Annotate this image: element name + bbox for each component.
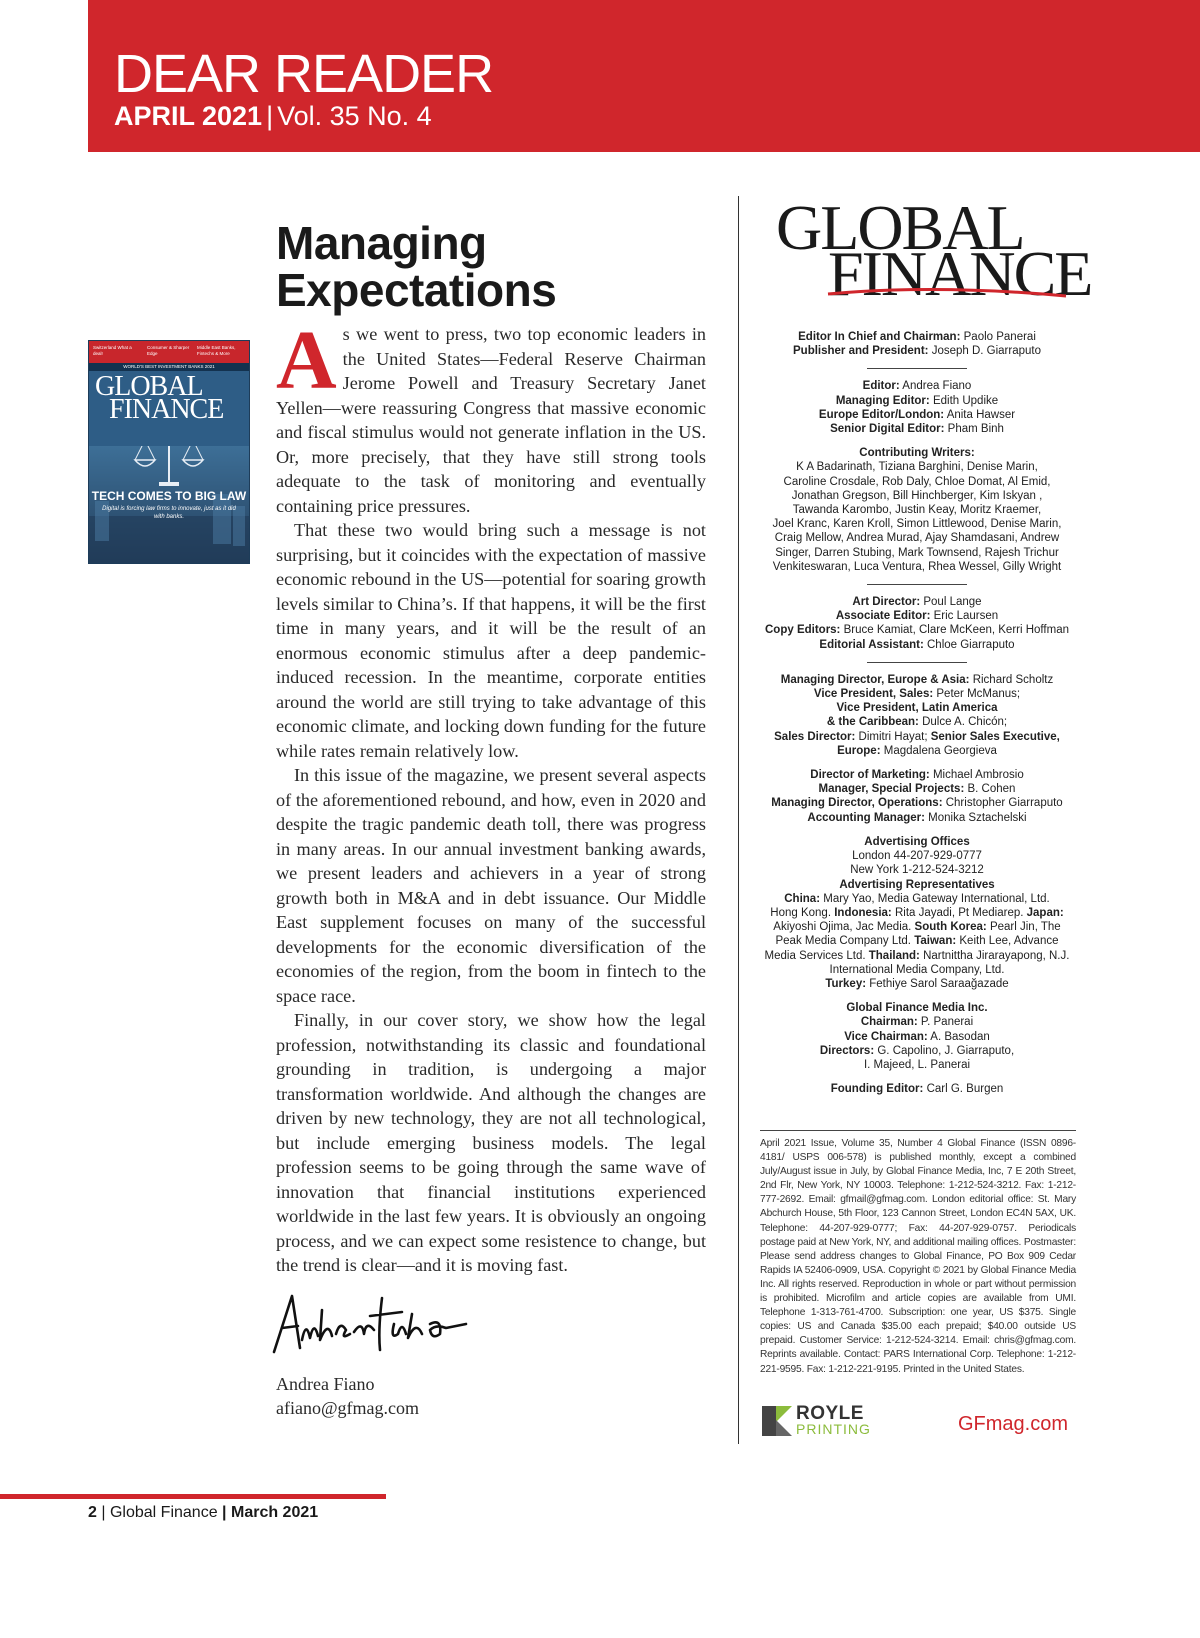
masthead-line: London 44-207-929-0777	[852, 850, 982, 863]
logo-line2: FINANCE	[828, 238, 1092, 309]
masthead-group-art	[752, 595, 1082, 652]
masthead-line: Craig Mellow, Andrea Murad, Ajay Shamdasani, Andrew	[774, 532, 1060, 545]
cover-subhead: Digital is forcing law firms to innovate, just as it did with banks.	[102, 506, 236, 520]
legal-divider	[760, 1130, 1076, 1131]
masthead-line: Manager, Special Projects: B. Cohen	[818, 783, 1016, 796]
masthead-line: Advertising Representatives	[839, 878, 995, 891]
issue-date: APRIL 2021	[114, 101, 263, 131]
royle-logo-icon	[762, 1406, 792, 1436]
cover-headline: TECH COMES TO BIG LAW	[91, 489, 247, 503]
masthead-line: Accounting Manager: Monika Sztachelski	[807, 811, 1027, 824]
masthead-group-company	[752, 1001, 1082, 1072]
masthead-line: China: Mary Yao, Media Gateway International, Ltd.	[784, 892, 1050, 905]
masthead-line: I. Majeed, L. Panerai	[863, 1058, 971, 1071]
drop-cap: A	[276, 314, 337, 407]
masthead-line: New York 1-212-524-3212	[850, 864, 984, 877]
masthead-divider	[867, 584, 967, 585]
masthead-line: Singer, Darren Stubing, Mark Townsend, Rajesh Trichur	[775, 546, 1059, 559]
masthead-line: Turkey: Fethiye Sarol Saraağazade	[825, 977, 1009, 990]
cover-teaser-3: Middle East Banks, Fintechs & More	[197, 345, 236, 356]
page-footer	[88, 1502, 318, 1524]
masthead-line: Caroline Crosdale, Rob Daly, Chloe Domat, Al Emid,	[783, 475, 1051, 488]
author-email[interactable]: afiano@gfmag.com	[276, 1398, 420, 1418]
masthead-line: Joel Kranc, Karen Kroll, Simon Littlewood, Denise Marin,	[772, 518, 1062, 531]
issue-separator: |	[266, 101, 274, 131]
cover-teaser-1: Switzerland What a deal!	[93, 345, 132, 356]
footer-rule	[0, 1494, 386, 1499]
masthead-line: Editorial Assistant: Chloe Giarraputo	[819, 638, 1015, 651]
author-name: Andrea Fiano	[276, 1374, 375, 1394]
website-link[interactable]: GFmag.com	[958, 1413, 1069, 1435]
masthead-line: Director of Marketing: Michael Ambrosio	[810, 769, 1024, 782]
masthead-divider	[867, 368, 967, 369]
masthead-line: Tawanda Karombo, Justin Keay, Moritz Kraemer,	[792, 504, 1042, 517]
masthead-line: Vice President, Latin America	[836, 702, 998, 715]
cover-logo-line1: GLOBAL	[95, 371, 203, 402]
issue-line	[114, 100, 432, 132]
article-paragraph-1	[276, 314, 706, 518]
publication-legal-text: April 2021 Issue, Volume 35, Number 4 Global Finance (ISSN 0896-4181/ USPS 006-578) is published monthly, except a combined July/August issue in July, by Global Finance Media, Inc, 7 E 20th Street, 2nd Flr, New York, NY 10003. Telephone: 1-212-524-3212. Fax: 1-212-777-2692. Email: gfmail@gfmag.com. London editorial office: St. Mary Abchurch House, 5th Floor, 123 Cannon Street, London EC4N 5AX, UK. Telephone: 44-207-929-0777; Fax: 44-207-929-0757. Periodicals postage paid at New York, NY, and additional mailing offices. Postmaster: Please send address changes to Global Finance, PO Box 909 Cedar Rapids IA 52406-0909, USA. Copyright © 2021 by Global Finance Media Inc. All rights reserved. Reproduction in whole or part without permission is prohibited. Microfilm and article copies are available from UMI. Telephone 1-313-761-4700. Subscription: one year, US $375. Single copies: US and Canada $35.00 each prepaid; $40.00 outside US prepaid. Customer Service: 1-212-524-3214. Email: chris@gfmag.com. Reprints available. Contact: PARS International Corp. Telephone: 1-212-221-9595. Fax: 1-212-221-9195. Printed in the United States.	[760, 1138, 1076, 1375]
masthead-group-founding	[752, 1082, 1082, 1096]
masthead-group-executives	[752, 330, 1082, 358]
masthead-line: Copy Editors: Bruce Kamiat, Clare McKeen, Kerri Hoffman	[765, 624, 1069, 637]
masthead-line: Art Director: Poul Lange	[852, 596, 982, 609]
masthead-line: Contributing Writers:	[859, 447, 975, 460]
masthead-line: Editor In Chief and Chairman: Paolo Panerai	[798, 331, 1036, 343]
global-finance-logo	[776, 192, 1092, 309]
page-number: 2	[88, 1504, 97, 1521]
article-body	[276, 314, 706, 1278]
masthead-line: Managing Director, Europe & Asia: Richard Scholtz	[780, 673, 1054, 686]
section-title: DEAR READER	[114, 44, 494, 104]
masthead-line: Vice President, Sales: Peter McManus;	[813, 688, 1021, 701]
cover-logo-line2: FINANCE	[109, 394, 224, 425]
masthead-line: Managing Editor: Edith Updike	[835, 394, 999, 407]
masthead-line: Founding Editor: Carl G. Burgen	[830, 1083, 1004, 1096]
masthead-group-editors	[752, 379, 1082, 436]
masthead-line: Publisher and President: Joseph D. Giarraputo	[793, 345, 1041, 358]
header-band	[88, 0, 1200, 152]
handwritten-signature	[270, 1290, 490, 1370]
logo-swoosh-icon	[776, 192, 1076, 306]
masthead-line: Vice Chairman: A. Basodan	[844, 1030, 990, 1043]
masthead-line: Jonathan Gregson, Bill Hinchberger, Kim Iskyan ,	[791, 489, 1043, 502]
masthead	[752, 330, 1082, 1106]
royle-text: ROYLE	[796, 1403, 864, 1424]
article-paragraph-4: Finally, in our cover story, we show how the legal profession, notwithstanding its classic and foundational grounding in tradition, is undergoing a major transformation worldwide. And although the changes are driven by new technology, they are not all technological, but include emerging business models. The legal profession seems to be going through the same wave of innovation that financial institutions experienced worldwide in the last few years. It is obviously an ongoing process, and we can expect some resistence to change, but the trend is clear—and it is moving fast.	[276, 1010, 706, 1275]
masthead-line: Peak Media Company Ltd. Taiwan: Keith Lee, Advance	[775, 935, 1059, 948]
masthead-line: Senior Digital Editor: Pham Binh	[830, 423, 1004, 436]
footer-publication: Global Finance	[109, 1504, 218, 1521]
issue-volume: Vol. 35 No. 4	[277, 101, 432, 131]
masthead-line: Directors: G. Capolino, J. Giarraputo,	[819, 1044, 1015, 1057]
printing-text: PRINTING	[796, 1421, 871, 1437]
masthead-group-marketing	[752, 768, 1082, 825]
masthead-group-contributors	[752, 446, 1082, 574]
cover-strip: WORLD'S BEST INVESTMENT BANKS 2021	[89, 363, 249, 371]
masthead-line: International Media Company, Ltd.	[829, 963, 1005, 976]
masthead-divider	[867, 662, 967, 663]
masthead-group-advertising	[752, 835, 1082, 991]
cover-teaser-2: Consumer & Sharper Edge	[147, 345, 190, 356]
masthead-line: Chairman: P. Panerai	[860, 1016, 974, 1029]
masthead-line: Europe Editor/London: Anita Hawser	[818, 408, 1016, 421]
footer-separator: |	[101, 1504, 106, 1521]
cover-top-bar	[89, 341, 249, 363]
article-title	[276, 217, 557, 316]
masthead-line: Managing Director, Operations: Christopher Giarraputo	[771, 797, 1063, 810]
masthead-line: Hong Kong. Indonesia: Rita Jayadi, Pt Mediarep. Japan:	[770, 906, 1064, 919]
masthead-line: Media Services Ltd. Thailand: Nartnittha Jirarayapong, N.J.	[764, 949, 1070, 962]
masthead-line: Venkiteswaran, Luca Ventura, Rhea Wessel, Gilly Wright	[772, 560, 1062, 573]
column-divider	[738, 196, 739, 1444]
article-paragraph-2: That these two would bring such a message is not surprising, but it coincides with the expectation of massive economic rebound in the US—potential for soaring growth levels similar to China’s. If that happens, it will be the first time in many years, and it will be the result of an enormous economic stimulus after a deep pandemic-induced recession. In the meantime, corporate entities around the world are still trying to take advantage of this economic climate, and locking down funding for the future while rates remain relatively low.	[276, 520, 706, 761]
masthead-line: & the Caribbean: Dulce A. Chicón;	[826, 716, 1008, 729]
masthead-group-sales	[752, 673, 1082, 758]
article-title-line1: Managing	[276, 217, 487, 269]
royle-printing-logo	[762, 1404, 872, 1438]
logo-line1: GLOBAL	[776, 192, 1024, 263]
masthead-line: K A Badarinath, Tiziana Barghini, Denise Marin,	[796, 461, 1038, 474]
footer-month: March 2021	[230, 1504, 319, 1521]
footer-separator: |	[222, 1504, 227, 1521]
masthead-line: Advertising Offices	[864, 835, 970, 848]
magazine-cover-thumbnail	[88, 340, 250, 564]
masthead-line: Sales Director: Dimitri Hayat; Senior Sales Executive,	[774, 730, 1060, 743]
masthead-line: Associate Editor: Eric Laursen	[835, 610, 999, 623]
article-paragraph-3: In this issue of the magazine, we present several aspects of the aforementioned rebound, and how, even in 2020 and despite the tragic pandemic death toll, there was progress in many areas. In our annual investment banking awards, we present leaders and achievers in a year of strong growth both in M&A and in debt issuance. Our Middle East supplement focuses on many of the successful developments for the economic diversification of the economies of the region, from the boom in fintech to the space race.	[276, 765, 706, 1006]
article-title-line2: Expectations	[276, 264, 557, 316]
masthead-line: Akiyoshi Ojima, Jac Media. South Korea: Pearl Jin, The	[773, 921, 1061, 934]
article-paragraph-1-text: s we went to press, two top economic leaders in the United States—Federal Reserve Chairman Jerome Powell and Treasury Secretary Janet Yellen—were reassuring Congress that massive economic and fiscal stimulus would not generate inflation in the US. Or, more precisely, that they have still strong tools adequate to the task of monitoring and eventually containing price pressures.	[276, 324, 706, 516]
masthead-line: Europe: Magdalena Georgieva	[837, 744, 997, 757]
masthead-line: Global Finance Media Inc.	[846, 1002, 988, 1015]
masthead-line: Editor: Andrea Fiano	[862, 380, 972, 393]
